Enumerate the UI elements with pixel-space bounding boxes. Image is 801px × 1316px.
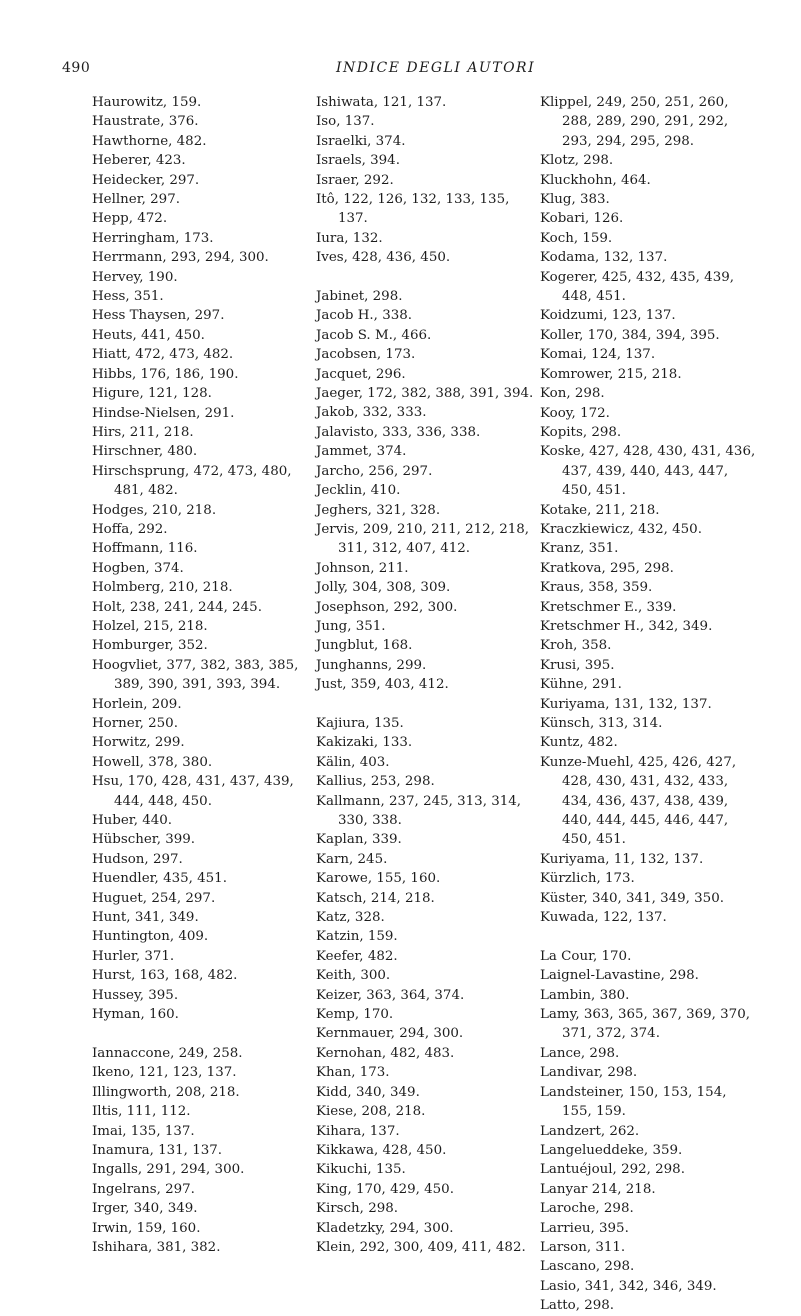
index-entry: Higure, 121, 128.	[92, 386, 212, 402]
index-entry: Landzert, 262.	[540, 1123, 640, 1139]
index-entry: Kaplan, 339.	[316, 832, 402, 848]
index-entry: Kälin, 403.	[316, 754, 390, 770]
index-entry: Lantuéjoul, 292, 298.	[540, 1162, 685, 1178]
index-entry: Hoffa, 292.	[92, 521, 168, 537]
index-entry: Kuriyama, 11, 132, 137.	[540, 851, 704, 867]
index-entry: Lascano, 298.	[540, 1259, 635, 1275]
index-entry: Laroche, 298.	[540, 1201, 634, 1217]
index-entry: Josephson, 292, 300.	[316, 599, 458, 615]
index-entry: Kooy, 172.	[540, 405, 610, 421]
index-entry: Huber, 440.	[92, 813, 173, 829]
index-entry: Ingelrans, 297.	[92, 1181, 195, 1197]
index-entry: Koch, 159.	[540, 230, 613, 246]
index-entry: Kikuchi, 135.	[316, 1162, 406, 1178]
index-entry: Heuts, 441, 450.	[92, 327, 205, 343]
index-entry: Hogben, 374.	[92, 560, 184, 576]
index-entry: Lanyar 214, 218.	[540, 1181, 656, 1197]
index-entry: Hindse-Nielsen, 291.	[92, 405, 235, 421]
index-entry: Israels, 394.	[316, 153, 400, 169]
index-entry: Hiatt, 472, 473, 482.	[92, 347, 234, 363]
index-entry: Hoffmann, 116.	[92, 541, 198, 557]
index-entry: Kratkova, 295, 298.	[540, 560, 674, 576]
index-entry: Kürzlich, 173.	[540, 871, 635, 887]
index-entry: Jammet, 374.	[316, 444, 407, 460]
index-entry: Kranz, 351.	[540, 541, 619, 557]
index-entry: Klotz, 298.	[540, 153, 614, 169]
index-entry: Herrmann, 293, 294, 300.	[92, 250, 269, 266]
index-entry: Heberer, 423.	[92, 153, 186, 169]
index-entry: Hübscher, 399.	[92, 832, 196, 848]
index-entry: Kretschmer H., 342, 349.	[540, 618, 713, 634]
index-entry: Irger, 340, 349.	[92, 1201, 198, 1217]
index-entry: Kopits, 298.	[540, 424, 622, 440]
index-entry: Jeghers, 321, 328.	[316, 502, 441, 518]
index-entry: Ikeno, 121, 123, 137.	[92, 1065, 237, 1081]
index-entry: Ishihara, 381, 382.	[92, 1239, 221, 1255]
index-entry: Larrieu, 395.	[540, 1220, 629, 1236]
index-entry: Kernohan, 482, 483.	[316, 1045, 455, 1061]
index-entry: Iura, 132.	[316, 230, 383, 246]
index-entry: Hsu, 170, 428, 431, 437, 439, 444, 448, 450.	[92, 774, 294, 809]
index-entry: Hurst, 163, 168, 482.	[92, 968, 238, 984]
index-entry: Inamura, 131, 137.	[92, 1142, 223, 1158]
index-entry: Illingworth, 208, 218.	[92, 1084, 240, 1100]
index-entry: Hoogvliet, 377, 382, 383, 385, 389, 390, 391, 393, 394.	[92, 657, 299, 693]
index-entry: Koidzumi, 123, 137.	[540, 308, 676, 324]
letter-group-gap	[540, 927, 760, 946]
index-entry: Haurowitz, 159.	[92, 95, 202, 110]
index-entry: Jervis, 209, 210, 211, 212, 218, 311, 312, 407, 412.	[316, 521, 530, 557]
index-entry: Hirschsprung, 472, 473, 480, 481, 482.	[92, 463, 292, 499]
index-entry: Latto, 298.	[540, 1298, 615, 1314]
index-entry: Haustrate, 376.	[92, 114, 199, 130]
index-entry: Heidecker, 297.	[92, 172, 200, 188]
index-entry: King, 170, 429, 450.	[316, 1181, 454, 1197]
index-entry: Kidd, 340, 349.	[316, 1084, 420, 1100]
index-entry: Kraczkiewicz, 432, 450.	[540, 521, 702, 537]
letter-group-gap	[316, 268, 536, 287]
index-entry: Hepp, 472.	[92, 211, 168, 227]
index-entry: Jungblut, 168.	[316, 638, 413, 654]
index-entry: Herringham, 173.	[92, 230, 214, 246]
index-entry: Jung, 351.	[316, 618, 386, 634]
index-entry: Horwitz, 299.	[92, 735, 185, 751]
index-entry: Hirs, 211, 218.	[92, 424, 194, 440]
index-entry: Kobari, 126.	[540, 211, 624, 227]
index-entry: Jalavisto, 333, 336, 338.	[316, 424, 481, 440]
index-entry: Iltis, 111, 112.	[92, 1104, 191, 1120]
index-entry: Larson, 311.	[540, 1239, 626, 1255]
index-entry: Hudson, 297.	[92, 851, 183, 867]
index-entry: Hibbs, 176, 186, 190.	[92, 366, 239, 382]
index-entry: Kroh, 358.	[540, 638, 612, 654]
index-entry: Koller, 170, 384, 394, 395.	[540, 327, 720, 343]
index-entry: Huntington, 409.	[92, 929, 209, 945]
index-entry: Kretschmer E., 339.	[540, 599, 677, 615]
index-entry: Jarcho, 256, 297.	[316, 463, 433, 479]
index-entry: Jacob S. M., 466.	[316, 327, 432, 343]
index-entry: Horlein, 209.	[92, 696, 182, 712]
index-entry: Kallius, 253, 298.	[316, 774, 435, 790]
index-entry: Irwin, 159, 160.	[92, 1220, 201, 1236]
index-entry: Kallmann, 237, 245, 313, 314, 330, 338.	[316, 793, 522, 828]
index-entry: Kuwada, 122, 137.	[540, 910, 667, 926]
index-entry: Just, 359, 403, 412.	[316, 677, 449, 693]
index-column-3	[540, 93, 760, 1316]
index-entry: Kon, 298.	[540, 386, 605, 402]
index-entry: Jolly, 304, 308, 309.	[316, 580, 451, 596]
index-entry: Ingalls, 291, 294, 300.	[92, 1162, 245, 1178]
index-entry: Ives, 428, 436, 450.	[316, 250, 451, 266]
index-entry: Jacquet, 296.	[316, 366, 406, 382]
index-entry: Keefer, 482.	[316, 948, 398, 964]
index-entry: Holmberg, 210, 218.	[92, 580, 233, 596]
index-entry: Klippel, 249, 250, 251, 260, 288, 289, 290, 291, 292, 293, 294, 295, 298.	[540, 95, 729, 149]
index-entry: Israer, 292.	[316, 172, 394, 188]
index-entry: La Cour, 170.	[540, 948, 632, 964]
index-entry: Jacobsen, 173.	[316, 347, 416, 363]
index-column-1	[92, 93, 312, 1257]
index-column-2	[316, 93, 536, 1257]
index-entry: Khan, 173.	[316, 1065, 390, 1081]
index-entry: Katsch, 214, 218.	[316, 890, 435, 906]
index-entry: Landsteiner, 150, 153, 154, 155, 159.	[540, 1084, 727, 1120]
index-entry: Kodama, 132, 137.	[540, 250, 668, 266]
index-entry: Kirsch, 298.	[316, 1201, 399, 1217]
index-entry: Krusi, 395.	[540, 657, 615, 673]
index-entry: Jecklin, 410.	[316, 483, 401, 499]
index-entry: Kiese, 208, 218.	[316, 1104, 426, 1120]
index-entry: Keith, 300.	[316, 968, 391, 984]
index-entry: Kuriyama, 131, 132, 137.	[540, 696, 712, 712]
index-entry: Kogerer, 425, 432, 435, 439, 448, 451.	[540, 269, 734, 305]
index-entry: Jakob, 332, 333.	[316, 405, 427, 421]
index-entry: Iannaccone, 249, 258.	[92, 1045, 243, 1061]
index-entry: Komai, 124, 137.	[540, 347, 656, 363]
index-entry: Kihara, 137.	[316, 1123, 400, 1139]
index-entry: Hess Thaysen, 297.	[92, 308, 225, 324]
index-entry: Howell, 378, 380.	[92, 754, 213, 770]
index-entry: Keizer, 363, 364, 374.	[316, 987, 465, 1003]
index-entry: Kotake, 211, 218.	[540, 502, 660, 518]
index-entry: Kikkawa, 428, 450.	[316, 1142, 447, 1158]
index-entry: Lance, 298.	[540, 1045, 620, 1061]
index-entry: Iso, 137.	[316, 114, 375, 130]
index-entry: Kemp, 170.	[316, 1007, 394, 1023]
index-entry: Landivar, 298.	[540, 1065, 638, 1081]
index-entry: Johnson, 211.	[316, 560, 409, 576]
index-entry: Hirschner, 480.	[92, 444, 198, 460]
index-entry: Junghanns, 299.	[316, 657, 427, 673]
index-entry: Küster, 340, 341, 349, 350.	[540, 890, 724, 906]
index-entry: Kuntz, 482.	[540, 735, 618, 751]
index-entry: Katzin, 159.	[316, 929, 398, 945]
index-entry: Lamy, 363, 365, 367, 369, 370, 371, 372, 374.	[540, 1007, 750, 1042]
index-entry: Hawthorne, 482.	[92, 133, 207, 149]
index-entry: Koske, 427, 428, 430, 431, 436, 437, 439, 440, 443, 447, 450, 451.	[540, 444, 756, 499]
index-entry: Itô, 122, 126, 132, 133, 135, 137.	[316, 192, 510, 227]
index-entry: Klug, 383.	[540, 192, 610, 208]
index-entry: Kühne, 291.	[540, 677, 622, 693]
index-entry: Hervey, 190.	[92, 269, 178, 285]
index-entry: Kraus, 358, 359.	[540, 580, 653, 596]
index-entry: Klein, 292, 300, 409, 411, 482.	[316, 1239, 526, 1255]
index-entry: Imai, 135, 137.	[92, 1123, 195, 1139]
index-entry: Kajiura, 135.	[316, 715, 404, 731]
index-entry: Kluckhohn, 464.	[540, 172, 651, 188]
index-entry: Kakizaki, 133.	[316, 735, 413, 751]
index-entry: Hodges, 210, 218.	[92, 502, 217, 518]
index-entry: Jabinet, 298.	[316, 289, 403, 305]
index-entry: Hyman, 160.	[92, 1007, 179, 1023]
running-title: INDICE DEGLI AUTORI	[336, 60, 536, 76]
index-entry: Horner, 250.	[92, 716, 178, 731]
index-entry: Hurler, 371.	[92, 948, 175, 964]
index-entry: Holt, 238, 241, 244, 245.	[92, 599, 262, 615]
index-entry: Hunt, 341, 349.	[92, 910, 199, 926]
index-entry: Kunze-Muehl, 425, 426, 427, 428, 430, 431, 432, 433, 434, 436, 437, 438, 439, 440, 444, 445, 446, 447, 450, 451.	[540, 754, 737, 848]
index-entry: Jacob H., 338.	[316, 308, 413, 324]
index-entry: Kladetzky, 294, 300.	[316, 1220, 454, 1236]
index-entry: Karowe, 155, 160.	[316, 871, 441, 887]
index-entry: Holzel, 215, 218.	[92, 618, 208, 634]
letter-group-gap	[92, 1025, 312, 1044]
index-entry: Jaeger, 172, 382, 388, 391, 394.	[316, 386, 534, 402]
index-entry: Hussey, 395.	[92, 987, 179, 1003]
index-entry: Karn, 245.	[316, 851, 388, 867]
page-number: 490	[62, 60, 91, 76]
index-entry: Komrower, 215, 218.	[540, 366, 682, 382]
letter-group-gap	[316, 695, 536, 714]
index-entry: Langelueddeke, 359.	[540, 1142, 683, 1158]
index-entry: Katz, 328.	[316, 910, 385, 926]
index-entry: Huendler, 435, 451.	[92, 871, 227, 887]
index-entry: Hellner, 297.	[92, 192, 180, 208]
index-entry: Künsch, 313, 314.	[540, 716, 663, 731]
index-entry: Homburger, 352.	[92, 638, 208, 654]
index-entry: Kernmauer, 294, 300.	[316, 1026, 464, 1042]
index-entry: Huguet, 254, 297.	[92, 890, 216, 906]
index-entry: Lambin, 380.	[540, 987, 630, 1003]
index-entry: Laignel-Lavastine, 298.	[540, 968, 699, 984]
index-entry: Hess, 351.	[92, 289, 164, 305]
index-entry: Lasio, 341, 342, 346, 349.	[540, 1278, 717, 1294]
index-entry: Ishiwata, 121, 137.	[316, 95, 447, 110]
index-entry: Israelki, 374.	[316, 133, 406, 149]
